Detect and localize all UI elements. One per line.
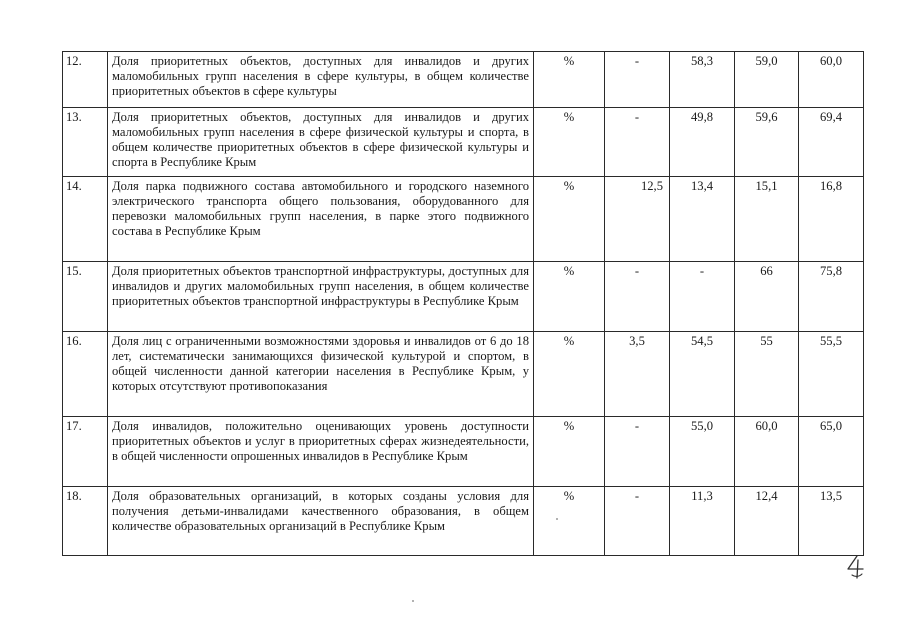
value-cell — [735, 417, 799, 487]
value-text: 66 — [760, 264, 773, 278]
value-text: 60,0 — [755, 419, 778, 433]
row-number: 17. — [63, 417, 108, 487]
value-text: 69,4 — [819, 110, 843, 124]
value-text: 55,5 — [819, 334, 843, 348]
unit-cell: % — [534, 262, 605, 332]
value-text: 59,0 — [755, 54, 778, 68]
indicator-name: Доля приоритетных объектов, доступных для инвалидов и других маломобильных групп населения в сфере физической культуры и спорта, в общем количестве приоритетных объектов в сфере физической культуры и спорта в Республике Крым — [108, 108, 534, 177]
table-row — [63, 177, 864, 262]
indicator-name: Доля лиц с ограниченными возможностями здоровья и инвалидов от 6 до 18 лет, систематически занимающихся физической культурой и спортом, в общей численности данной категории населения в Республике Крым, у которых отсутствуют противопоказания — [108, 332, 534, 417]
value-cell — [799, 262, 864, 332]
value-cell — [799, 332, 864, 417]
value-text: 60,0 — [819, 54, 843, 68]
value-text: 13,5 — [819, 489, 843, 503]
value-text: - — [634, 54, 640, 68]
value-text: 15,1 — [755, 179, 778, 193]
value-cell — [799, 108, 864, 177]
value-cell — [670, 332, 735, 417]
indicator-name: Доля парка подвижного состава автомобильного и городского наземного электрического транспорта общего пользования, оборудованного для перевозки маломобильных групп населения, в парке этого подвижного состава в Республике Крым — [108, 177, 534, 262]
table-row — [63, 262, 864, 332]
value-cell — [799, 487, 864, 556]
table-row — [63, 487, 864, 556]
value-cell — [735, 487, 799, 556]
row-number: 12. — [63, 52, 108, 108]
row-number: 14. — [63, 177, 108, 262]
value-text: 3,5 — [629, 334, 645, 348]
value-cell — [799, 177, 864, 262]
value-cell — [735, 108, 799, 177]
row-number: 13. — [63, 108, 108, 177]
value-text: 65,0 — [819, 419, 843, 433]
unit-cell: % — [534, 52, 605, 108]
value-text: - — [634, 110, 640, 124]
value-cell — [735, 262, 799, 332]
row-number: 16. — [63, 332, 108, 417]
value-text: 55 — [760, 334, 773, 348]
value-text: 49,8 — [690, 110, 714, 124]
value-cell — [735, 52, 799, 108]
handwritten-page-number — [843, 554, 869, 580]
indicator-name: Доля приоритетных объектов, доступных для инвалидов и других маломобильных групп населения в сфере культуры, в общем количестве приоритетных объектов в сфере культуры — [108, 52, 534, 108]
table-row — [63, 417, 864, 487]
indicator-name: Доля образовательных организаций, в которых созданы условия для получения детьми-инвалидами качественного образования, в общем количестве образовательных организаций в Республике Крым — [108, 487, 534, 556]
unit-cell: % — [534, 332, 605, 417]
scan-speck — [412, 600, 414, 602]
value-text: 12,5 — [640, 179, 663, 193]
value-cell — [735, 177, 799, 262]
unit-cell: % — [534, 417, 605, 487]
unit-cell: % — [534, 108, 605, 177]
row-number: 18. — [63, 487, 108, 556]
value-cell — [605, 487, 670, 556]
value-cell — [605, 417, 670, 487]
value-cell — [605, 262, 670, 332]
value-text: 16,8 — [819, 179, 843, 193]
value-cell — [670, 108, 735, 177]
indicator-name: Доля инвалидов, положительно оценивающих уровень доступности приоритетных объектов и услуг в приоритетных сферах жизнедеятельности, в общей численности опрошенных инвалидов в Республике Крым — [108, 417, 534, 487]
value-text: 13,4 — [690, 179, 714, 193]
indicator-name: Доля приоритетных объектов транспортной инфраструктуры, доступных для инвалидов и других маломобильных групп населения, в общем количестве приоритетных объектов транспортной инфраструктуры в Республике Крым — [108, 262, 534, 332]
unit-cell: % — [534, 487, 605, 556]
unit-cell: % — [534, 177, 605, 262]
indicators-table — [62, 51, 864, 556]
value-cell — [670, 177, 735, 262]
value-cell — [799, 52, 864, 108]
value-cell — [799, 417, 864, 487]
value-text: 58,3 — [690, 54, 714, 68]
table-row — [63, 332, 864, 417]
value-cell — [670, 262, 735, 332]
value-text: 59,6 — [755, 110, 778, 124]
value-cell — [605, 108, 670, 177]
scan-speck — [556, 518, 558, 520]
value-text: - — [634, 264, 640, 278]
table-row — [63, 52, 864, 108]
table-row — [63, 108, 864, 177]
value-cell — [670, 487, 735, 556]
value-text: - — [634, 419, 640, 433]
value-text: 54,5 — [690, 334, 714, 348]
value-cell — [605, 332, 670, 417]
value-text: 12,4 — [755, 489, 778, 503]
value-cell — [735, 332, 799, 417]
value-cell — [670, 417, 735, 487]
value-text: - — [699, 264, 705, 278]
value-text: 75,8 — [819, 264, 843, 278]
row-number: 15. — [63, 262, 108, 332]
value-text: - — [634, 489, 640, 503]
value-cell — [605, 52, 670, 108]
value-text: 11,3 — [691, 489, 713, 503]
value-text: 55,0 — [690, 419, 714, 433]
value-cell — [670, 52, 735, 108]
value-cell — [605, 177, 670, 262]
